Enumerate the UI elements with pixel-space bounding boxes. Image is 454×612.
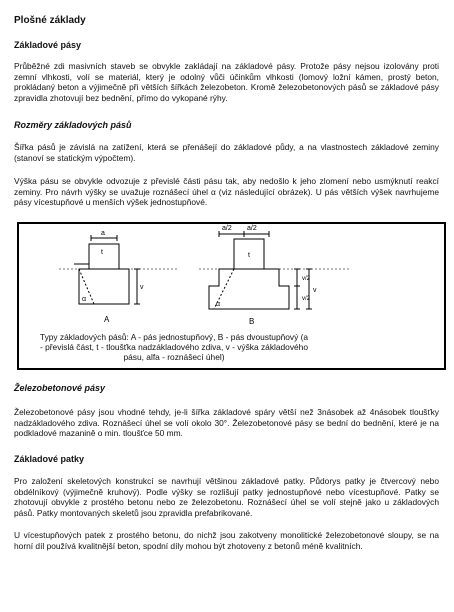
section-heading-patky: Základové patky [14,454,85,464]
label-v-b: v [313,287,317,294]
paragraph: Šířka pásů je závislá na zatížení, která se přenášejí do základové půdy, a na vlastnostech základové zeminy (stanoví se statickým výpočtem). [14,142,439,163]
paragraph: Železobetonové pásy jsou vhodné tehdy, je-li šířka základové spáry větší než 3násobek až 4násobek tloušťky nadzákladového zdiva. Roznášecí úhel se volí okolo 30°. Železobetonové pásy se bední do bednění, které je na podkladové mazanině o min. tloušťce 50 mm. [14,407,439,439]
label-v2: v/2 [302,276,311,282]
paragraph: Výška pásu se obvykle odvozuje z převislé části pásu tak, aby nedošlo k jeho zlomení nebo usmýknutí reakcí zeminy. Pro návrh výšky se uvažuje roznášecí úhel α (viz následující obrázek). U pás větších výšek navrhujeme pásy vícestupňové u menších výšek jednostupňové. [14,176,439,208]
label-type-b: B [249,317,255,326]
label-a2b: a/2 [247,225,257,232]
label-t: t [101,249,103,256]
paragraph: U vícestupňových patek z prostého betonu, do nichž jsou zakotveny monolitické železobetonové sloupy, se na horní díl používá kvalitnější beton, spodní díly mohou být zhotoveny z betonů méně kvalitních. [14,530,439,551]
label-v2b: v/2 [302,296,311,302]
section-heading-zakladove-pasy: Základové pásy [14,40,82,50]
label-alpha: α [82,296,87,303]
section-heading-zelezobetonove: Železobetonové pásy [14,383,106,393]
label-a: a [101,230,105,237]
foundation-diagram [19,224,444,329]
label-t-b: t [248,252,250,259]
figure-foundation-types [17,222,446,370]
paragraph: Pro založení skeletových konstrukcí se navrhují většinou základové patky. Půdorys patky je čtvercový nebo obdélníkový (výjimečně kruhový). Podle výšky se rozlišují patky jednostupňové nebo vícestupňové. Patky se zhotovují obvykle z prostého betonu nebo ze železobetonu. Roznášecí úhel se volí stejně jako u základových pásů. Patky montovaných skeletů jsou zpravidla prefabrikované. [14,476,439,518]
label-type-a: A [104,315,110,324]
section-heading-rozmery: Rozměry základových pásů [14,120,132,130]
paragraph: Průběžné zdi masivních staveb se obvykle zakládají na základové pásy. Protože pásy nejsou izolovány proti zemní vlhkosti, volí se materiál, který je odolný vůči účinkům vlhkosti (lomový ložní kámen, prostý beton, prokládaný beton a výjimečně při větších šířkách železobeton. Kromě železobetonových pásů se základové pásy zpravidla zhotovují bez bednění, přímo do vykopané rýhy. [14,61,439,103]
page-title: Plošné základy [14,15,86,26]
label-a2: a/2 [222,225,232,232]
label-alpha-b: α [216,301,221,308]
label-v: v [140,284,144,291]
figure-caption: Typy základových pásů: A - pás jednostupňový, B - pás dvoustupňový (a - převislá část, t - tloušťka nadzákladového zdiva, v - výška základového pásu, alfa - roznášecí úhel) [39,332,309,363]
